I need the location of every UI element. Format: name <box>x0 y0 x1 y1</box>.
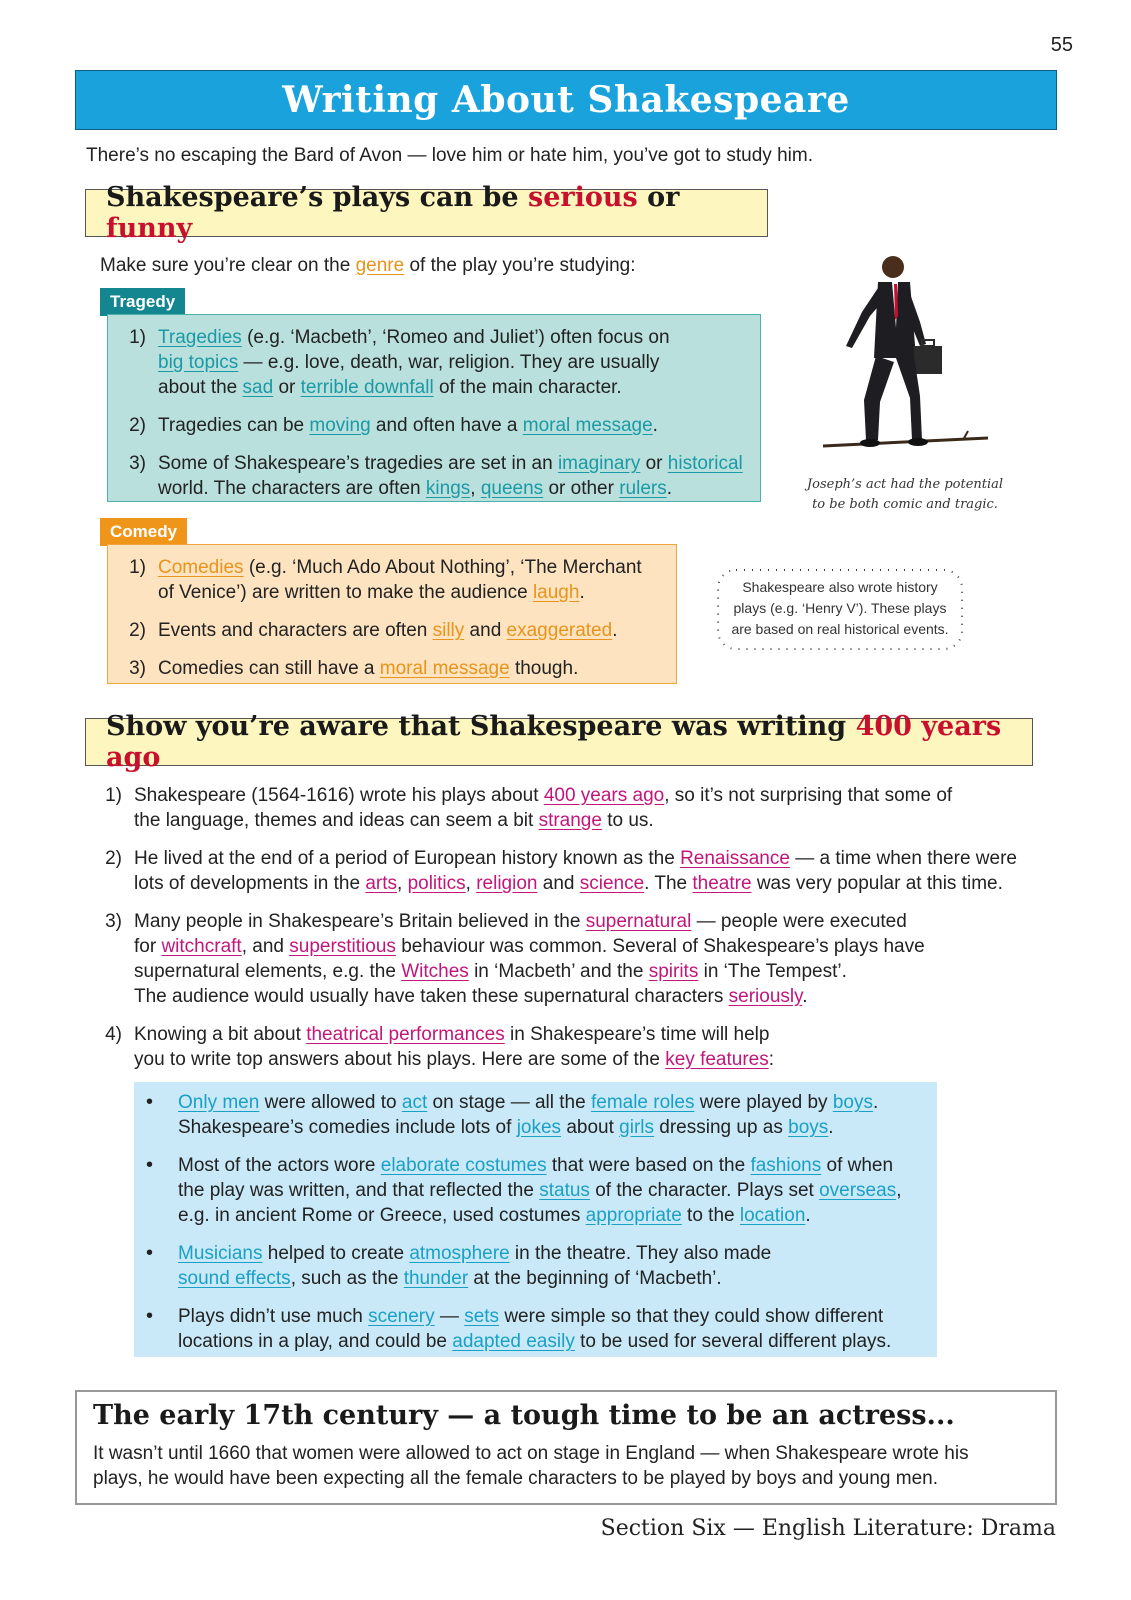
history-item <box>88 846 1058 896</box>
item-text: in ‘The Tempest’. <box>698 961 847 982</box>
item-text: Events and characters are often <box>158 620 433 641</box>
term-location: location <box>739 1205 806 1226</box>
item-text: . <box>666 478 673 499</box>
item-text: about the <box>158 377 243 398</box>
term-girls: girls <box>619 1117 654 1138</box>
item-text: helped to create <box>262 1243 410 1264</box>
item-text: . <box>872 1092 879 1113</box>
term-boys: boys <box>788 1117 829 1138</box>
heading-text-mid: or <box>637 182 680 213</box>
term-strange: strange <box>538 810 602 831</box>
term-appropriate: appropriate <box>585 1205 682 1226</box>
item-number: 2) <box>129 620 146 641</box>
bubble-line: plays (e.g. ‘Henry V’). These plays <box>733 600 947 616</box>
item-text: or other <box>543 478 620 499</box>
term-moral-message: moral message <box>379 658 510 679</box>
lead-text-end: of the play you’re studying: <box>404 255 636 276</box>
item-text: Shakespeare (1564-1616) wrote his plays about <box>134 785 544 806</box>
item-number: 4) <box>105 1024 122 1045</box>
item-text: , <box>470 478 481 499</box>
item-text: about <box>561 1117 620 1138</box>
page-title: Writing About Shakespeare <box>282 79 850 121</box>
item-number: 3) <box>105 911 122 932</box>
speech-bubble <box>720 577 960 640</box>
item-text: the language, themes and ideas can seem a bit <box>134 810 539 831</box>
tragedy-tag: Tragedy <box>100 288 185 316</box>
term-overseas: overseas <box>819 1180 897 1201</box>
item-text: of the character. Plays set <box>589 1180 820 1201</box>
tragedy-item <box>112 325 750 400</box>
item-text: to the <box>681 1205 740 1226</box>
feature-item <box>134 1304 929 1354</box>
history-list <box>88 783 1058 1085</box>
term-tragedies: Tragedies <box>158 327 242 348</box>
term-thunder: thunder <box>403 1268 469 1289</box>
item-text: Shakespeare’s comedies include lots of <box>178 1117 517 1138</box>
term-silly: silly <box>432 620 465 641</box>
section-label: Section Six — English Literature: Drama <box>600 1516 1056 1541</box>
tragedy-item <box>112 451 750 501</box>
term-moving: moving <box>309 415 371 436</box>
item-text: The audience would usually have taken these supernatural characters <box>134 986 729 1007</box>
item-text: were allowed to <box>259 1092 402 1113</box>
term-big-topics: big topics <box>158 352 239 373</box>
term-comedies: Comedies <box>158 557 244 578</box>
item-text: supernatural elements, e.g. the <box>134 961 402 982</box>
tightrope-walker-illustration <box>818 250 993 460</box>
term-moral-message: moral message <box>522 415 653 436</box>
item-text: dressing up as <box>654 1117 789 1138</box>
term-politics: politics <box>407 873 466 894</box>
item-number: 1) <box>105 785 122 806</box>
item-text: . <box>805 1205 811 1226</box>
item-number: 2) <box>129 415 146 436</box>
bubble-line: Shakespeare also wrote history <box>742 579 938 595</box>
item-text: e.g. in ancient Rome or Greece, used costumes <box>178 1205 586 1226</box>
item-text: — people were executed <box>691 911 907 932</box>
term-sound-effects: sound effects <box>178 1268 291 1289</box>
item-text: Tragedies can be <box>158 415 310 436</box>
term-laugh: laugh <box>532 582 580 603</box>
term-exaggerated: exaggerated <box>506 620 613 641</box>
history-item <box>88 1022 1058 1072</box>
title-banner <box>75 70 1057 130</box>
item-text: at the beginning of ‘Macbeth’. <box>468 1268 722 1289</box>
item-text: and <box>537 873 580 894</box>
item-text: Plays didn’t use much <box>178 1306 369 1327</box>
term-spirits: spirits <box>648 961 699 982</box>
term-superstitious: superstitious <box>289 936 396 957</box>
item-text: . <box>652 415 658 436</box>
section-heading-400-years <box>85 711 1033 773</box>
term-sad: sad <box>242 377 274 398</box>
bubble-line: are based on real historical events. <box>731 621 949 637</box>
item-text: He lived at the end of a period of European history known as the <box>134 848 681 869</box>
item-text: (e.g. ‘Much Ado About Nothing’, ‘The Merchant <box>243 557 642 578</box>
item-number: 3) <box>129 453 146 474</box>
item-text: though. <box>509 658 579 679</box>
item-text: — <box>434 1306 465 1327</box>
item-text: were simple so that they could show different <box>499 1306 884 1327</box>
history-item <box>88 783 1058 833</box>
item-text: . <box>579 582 585 603</box>
term-key-features: key features <box>665 1049 769 1070</box>
tragedy-box <box>107 314 761 502</box>
item-text: in the theatre. They also made <box>509 1243 772 1264</box>
page-number: 55 <box>1050 34 1073 56</box>
comedy-tag: Comedy <box>100 518 187 546</box>
lead-text: Make sure you’re clear on the <box>100 255 356 276</box>
comedy-box <box>107 544 677 684</box>
feature-item <box>134 1153 929 1228</box>
item-text: — a time when there were <box>789 848 1017 869</box>
item-number: 1) <box>129 327 146 348</box>
item-text: Comedies can still have a <box>158 658 380 679</box>
item-text: . <box>802 986 808 1007</box>
term-historical: historical <box>667 453 743 474</box>
item-text: . <box>612 620 618 641</box>
intro-text: There’s no escaping the Bard of Avon — love him or hate him, you’ve got to study him. <box>86 145 813 166</box>
item-text: lots of developments in the <box>134 873 366 894</box>
term-rulers: rulers <box>619 478 667 499</box>
summary-line: It wasn’t until 1660 that women were allowed to act on stage in England — when Shakespeare wrote his <box>93 1443 969 1464</box>
item-text: of when <box>821 1155 894 1176</box>
item-text: was very popular at this time. <box>751 873 1003 894</box>
item-text: to us. <box>601 810 654 831</box>
term-400-years-ago: 400 years ago <box>543 785 665 806</box>
term-only-men: Only men <box>178 1092 260 1113</box>
term-status: status <box>539 1180 590 1201</box>
term-religion: religion <box>476 873 538 894</box>
term-seriously: seriously <box>728 986 803 1007</box>
caption-line: Joseph’s act had the potential <box>806 477 1004 492</box>
item-text: : <box>768 1049 774 1070</box>
tragedy-item <box>112 413 750 438</box>
item-text: on stage — all the <box>427 1092 591 1113</box>
item-text: , <box>397 873 408 894</box>
item-number: 3) <box>129 658 146 679</box>
heading-highlight-serious: serious <box>528 182 638 213</box>
item-text: for <box>134 936 162 957</box>
term-terrible-downfall: terrible downfall <box>300 377 434 398</box>
genre-term: genre <box>355 255 405 276</box>
item-text: . <box>828 1117 834 1138</box>
item-text: Some of Shakespeare’s tragedies are set in an <box>158 453 558 474</box>
term-jokes: jokes <box>516 1117 562 1138</box>
term-boys: boys <box>832 1092 873 1113</box>
term-supernatural: supernatural <box>585 911 692 932</box>
comedy-item <box>112 555 666 605</box>
term-theatrical-performances: theatrical performances <box>306 1024 505 1045</box>
heading-highlight-funny: funny <box>106 213 193 244</box>
term-sets: sets <box>464 1306 500 1327</box>
item-text: , such as the <box>290 1268 404 1289</box>
term-arts: arts <box>365 873 397 894</box>
item-text: behaviour was common. Several of Shakespeare’s plays have <box>395 936 925 957</box>
item-text: in ‘Macbeth’ and the <box>468 961 649 982</box>
term-imaginary: imaginary <box>557 453 641 474</box>
summary-line: plays, he would have been expecting all the female characters to be played by boys and young men. <box>93 1468 938 1489</box>
item-text: Most of the actors wore <box>178 1155 381 1176</box>
term-female-roles: female roles <box>590 1092 695 1113</box>
image-caption <box>805 475 1005 515</box>
key-features-box <box>134 1082 937 1357</box>
item-text: of the main character. <box>433 377 622 398</box>
term-elaborate-costumes: elaborate costumes <box>380 1155 547 1176</box>
item-text: Many people in Shakespeare’s Britain believed in the <box>134 911 586 932</box>
term-witches: Witches <box>401 961 469 982</box>
term-atmosphere: atmosphere <box>409 1243 510 1264</box>
comedy-item <box>112 618 666 643</box>
item-text: or <box>640 453 668 474</box>
summary-heading: The early 17th century — a tough time to be an actress... <box>93 1400 955 1431</box>
term-musicians: Musicians <box>178 1243 263 1264</box>
item-text: . The <box>644 873 693 894</box>
item-text: , and <box>241 936 290 957</box>
term-witchcraft: witchcraft <box>161 936 242 957</box>
summary-text <box>93 1441 1039 1491</box>
term-adapted-easily: adapted easily <box>452 1331 575 1352</box>
term-theatre: theatre <box>692 873 752 894</box>
heading-highlight-400-years: 400 years ago <box>106 711 1002 773</box>
history-item <box>88 909 1058 1009</box>
item-text: (e.g. ‘Macbeth’, ‘Romeo and Juliet’) often focus on <box>241 327 670 348</box>
item-number: 2) <box>105 848 122 869</box>
item-text: the play was written, and that reflected the <box>178 1180 540 1201</box>
item-text: to be used for several different plays. <box>574 1331 892 1352</box>
genre-lead <box>100 255 636 277</box>
item-text: Knowing a bit about <box>134 1024 307 1045</box>
term-renaissance: Renaissance <box>680 848 790 869</box>
term-act: act <box>401 1092 428 1113</box>
comedy-item <box>112 656 666 681</box>
term-queens: queens <box>480 478 544 499</box>
item-text: in Shakespeare’s time will help <box>504 1024 770 1045</box>
item-text: and <box>464 620 507 641</box>
item-text: you to write top answers about his plays. Here are some of the <box>134 1049 666 1070</box>
item-text: that were based on the <box>546 1155 751 1176</box>
item-text: and often have a <box>370 415 523 436</box>
item-text: world. The characters are often <box>158 478 426 499</box>
item-text: were played by <box>694 1092 833 1113</box>
item-text: , <box>896 1180 902 1201</box>
caption-line: to be both comic and tragic. <box>812 497 998 512</box>
item-text: or <box>273 377 301 398</box>
item-text: — e.g. love, death, war, religion. They are usually <box>238 352 660 373</box>
term-fashions: fashions <box>750 1155 822 1176</box>
term-scenery: scenery <box>368 1306 435 1327</box>
item-number: 1) <box>129 557 146 578</box>
item-text: locations in a play, and could be <box>178 1331 453 1352</box>
summary-box <box>75 1390 1057 1505</box>
feature-item <box>134 1241 929 1291</box>
item-text: , <box>465 873 477 894</box>
heading-text: Show you’re aware that Shakespeare was writing <box>106 711 856 742</box>
term-science: science <box>579 873 645 894</box>
heading-text: Shakespeare’s plays can be <box>106 182 529 213</box>
section-heading-genre <box>85 182 768 244</box>
term-kings: kings <box>425 478 471 499</box>
item-text: of Venice’) are written to make the audience <box>158 582 533 603</box>
item-text: , so it’s not surprising that some of <box>664 785 953 806</box>
feature-item <box>134 1090 929 1140</box>
